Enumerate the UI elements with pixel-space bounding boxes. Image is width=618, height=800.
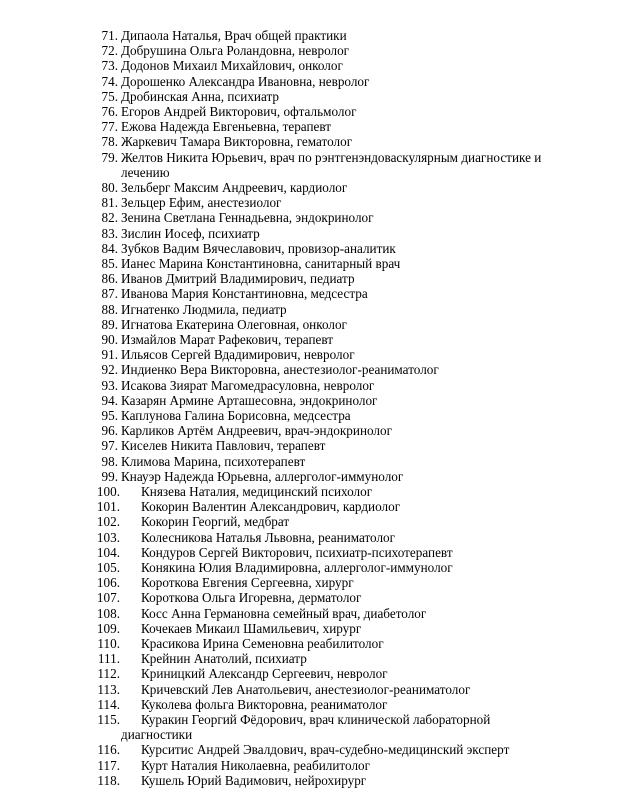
list-item-text: Кондуров Сергей Викторович, психиатр-психотерапевт: [141, 544, 453, 560]
list-item-text: Индиенко Вера Викторовна, анестезиолог-реаниматолог: [121, 362, 439, 378]
list-item-number: 115.: [97, 712, 120, 727]
list-item-number: 100.: [96, 484, 120, 499]
list-item-number: 102.: [96, 514, 120, 530]
list-item-number: 81.: [101, 195, 118, 211]
list-item-text: Жаркевич Тамара Викторовна, гематолог: [121, 134, 353, 150]
list-item-number: 85.: [101, 256, 118, 271]
list-item-text: Ежова Надежда Евгеньевна, терапевт: [121, 119, 332, 135]
list-item-text: Кричевский Лев Анатольевич, анестезиолог-реаниматолог: [141, 681, 471, 697]
list-item-text: Кочекаев Микаил Шамильевич, хирург: [141, 620, 362, 636]
list-item-text: Зельцер Ефим, анестезиолог: [121, 195, 282, 211]
list-item-text: Зенина Светлана Геннадьевна, эндокринолог: [121, 210, 374, 226]
list-item-number: 105.: [96, 560, 120, 575]
list-item-text: Куколева фольга Викторовна, реаниматолог: [141, 696, 388, 712]
list-item-text: Курт Наталия Николаевна, реабилитолог: [141, 757, 371, 773]
list-item-text: Красикова Ирина Семеновна реабилитолог: [141, 636, 384, 651]
list-item-text: Косс Анна Германовна семейный врач, диабетолог: [141, 605, 427, 621]
list-item-number: 112.: [97, 666, 120, 682]
list-item-number: 94.: [101, 392, 118, 408]
list-item-number: 89.: [101, 316, 118, 332]
list-item-number: 90.: [101, 332, 118, 347]
list-item-text: Криницкий Александр Сергеевич, невролог: [141, 666, 388, 682]
list-item-text: Каплунова Галина Борисовна, медсестра: [121, 408, 351, 423]
list-item-text: Кнауэр Надежда Юрьевна, аллерголог-иммунолог: [121, 468, 404, 484]
list-item-text: Желтов Никита Юрьевич, врач по рэнтгенэндоваскулярным диагностике и: [121, 149, 542, 165]
list-item-number: 98.: [101, 453, 118, 469]
list-item-number: 73.: [101, 58, 118, 74]
list-item-number: 71.: [101, 28, 118, 43]
list-item-number: 95.: [101, 408, 118, 423]
list-item-text: Зислин Иосеф, психиатр: [121, 225, 260, 241]
list-item-text: Иванова Мария Константиновна, медсестра: [121, 286, 368, 302]
list-item-number: 96.: [101, 423, 118, 439]
list-item-text: Зубков Вадим Вячеславович, провизор-аналитик: [121, 240, 396, 256]
list-item-text: Егоров Андрей Викторович, офтальмолог: [121, 104, 357, 119]
list-item-number: 114.: [97, 696, 120, 712]
list-item-number: 99.: [101, 468, 118, 484]
list-item-number: 79.: [101, 149, 118, 165]
list-item-number: 88.: [101, 301, 118, 317]
list-item-number: 87.: [101, 286, 118, 302]
list-item-text: Дипаола Наталья, Врач общей практики: [121, 28, 347, 43]
list-item-number: 75.: [101, 88, 118, 104]
list-item-number: 113.: [97, 681, 120, 697]
list-item-text-continuation: лечению: [121, 164, 170, 180]
list-item-number: 107.: [96, 590, 120, 606]
list-item-number: 91.: [101, 347, 118, 363]
list-item-text: Иванов Дмитрий Владимирович, педиатр: [121, 271, 355, 287]
list-item-number: 78.: [101, 134, 118, 150]
list-item-number: 103.: [96, 529, 120, 545]
list-item-text: Климова Марина, психотерапевт: [121, 453, 306, 469]
list-item-number: 86.: [101, 271, 118, 287]
list-item-number: 93.: [101, 377, 118, 393]
list-item-number: 82.: [101, 210, 118, 226]
list-item-text: Добрушина Ольга Роландовна, невролог: [121, 43, 350, 59]
list-item-text: Крейнин Анатолий, психиатр: [141, 651, 307, 667]
list-item-number: 76.: [101, 104, 118, 119]
list-item-text: Короткова Ольга Игоревна, дерматолог: [141, 590, 362, 606]
list-item-text-continuation: диагностики: [121, 727, 193, 742]
list-item-number: 80.: [101, 180, 118, 195]
list-item-number: 77.: [101, 119, 118, 135]
list-item-text: Конякина Юлия Владимировна, аллерголог-иммунолог: [141, 560, 453, 575]
list-item-text: Исакова Зиярат Магомедрасуловна, невролог: [121, 377, 375, 393]
list-item-number: 117.: [97, 757, 120, 773]
list-item-number: 111.: [97, 651, 120, 667]
list-item-number: 84.: [101, 240, 118, 256]
list-item-text: Измайлов Марат Рафекович, терапевт: [121, 332, 334, 347]
list-item-text: Князева Наталия, медицинский психолог: [141, 484, 373, 499]
list-item-number: 83.: [101, 225, 118, 241]
list-item-text: Кокорин Валентин Александрович, кардиолог: [141, 499, 401, 515]
list-item-number: 118.: [97, 772, 120, 788]
list-item-text: Додонов Михаил Михайлович, онколог: [121, 58, 343, 74]
list-item-number: 97.: [101, 438, 118, 454]
list-item-text: Дорошенко Александра Ивановна, невролог: [121, 73, 370, 89]
list-item-text: Игнатенко Людмила, педиатр: [121, 301, 287, 317]
list-item-text: Киселев Никита Павлович, терапевт: [121, 438, 326, 454]
list-item-number: 101.: [96, 499, 120, 515]
list-item-text: Короткова Евгения Сергеевна, хирург: [141, 575, 354, 591]
list-item-number: 104.: [96, 544, 120, 560]
list-item-number: 72.: [101, 43, 118, 59]
list-item-number: 106.: [96, 575, 120, 591]
list-item-text: Колесникова Наталья Львовна, реаниматолог: [141, 529, 396, 545]
list-item-text: Ильясов Сергей Вдадимирович, невролог: [121, 347, 355, 363]
list-item-text: Ианес Марина Константиновна, санитарный врач: [121, 256, 401, 271]
list-item-number: 116.: [97, 742, 120, 758]
list-item-text: Кушель Юрий Вадимович, нейрохирург: [141, 772, 367, 788]
list-item-text: Карликов Артём Андреевич, врач-эндокринолог: [121, 423, 392, 439]
list-item-text: Куракин Георгий Фёдорович, врач клинической лабораторной: [141, 712, 491, 727]
list-item-text: Зельберг Максим Андреевич, кардиолог: [121, 180, 348, 195]
list-item-text: Игнатова Екатерина Олеговная, онколог: [121, 316, 347, 332]
list-item-number: 108.: [96, 605, 120, 621]
list-item-text: Кокорин Георгий, медбрат: [141, 514, 290, 530]
list-item-number: 109.: [96, 620, 120, 636]
list-item-number: 74.: [101, 73, 118, 89]
list-item-text: Дробинская Анна, психиатр: [121, 88, 280, 104]
list-item-number: 92.: [101, 362, 118, 378]
list-item-text: Курситис Андрей Эвалдович, врач-судебно-медицинский эксперт: [141, 742, 510, 758]
list-item-text: Казарян Армине Арташесовна, эндокринолог: [121, 392, 378, 408]
list-item-number: 110.: [97, 636, 120, 651]
